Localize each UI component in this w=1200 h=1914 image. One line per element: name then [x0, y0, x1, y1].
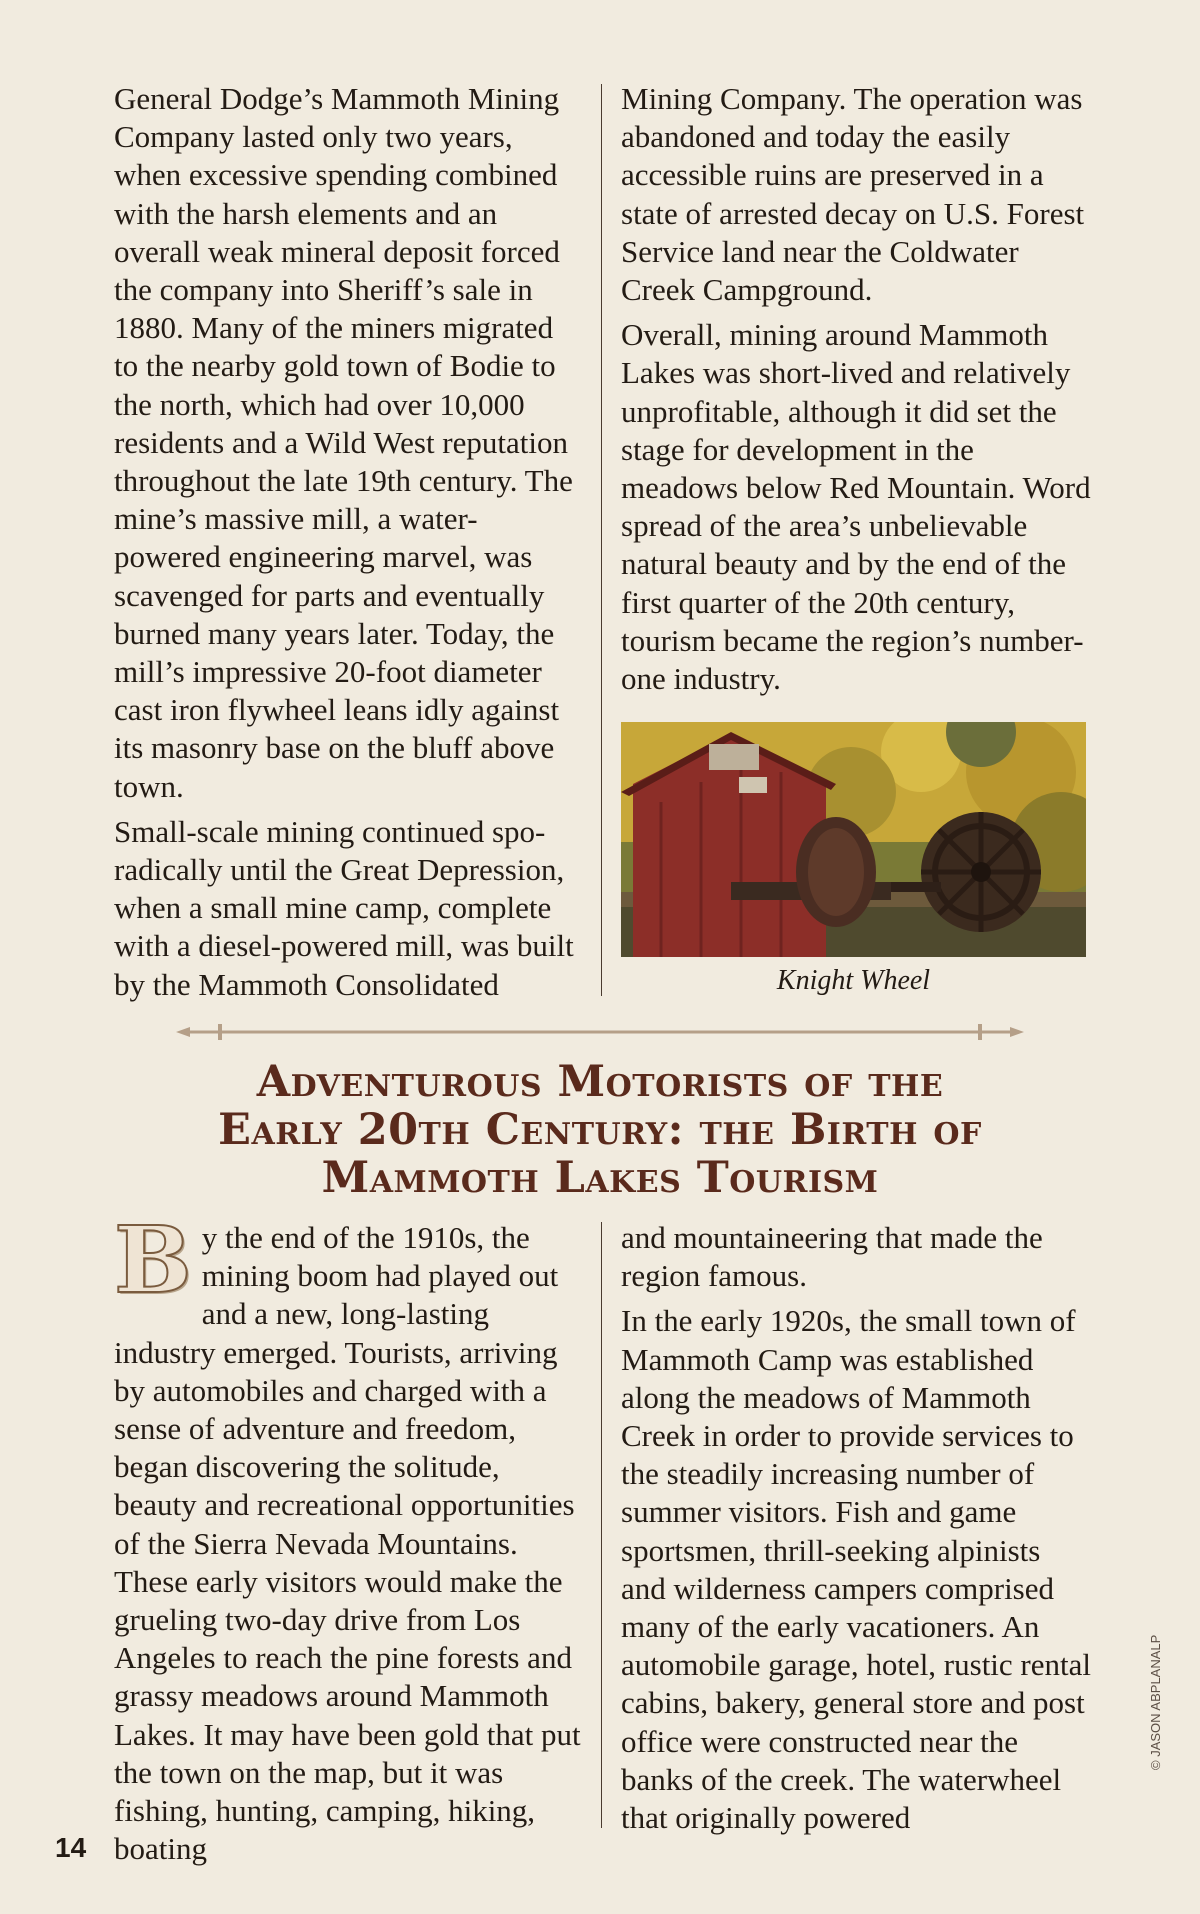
- bottom-left-column: [114, 1206, 584, 1875]
- knight-wheel-photo: [621, 722, 1086, 957]
- body-paragraph: and mountaineering that made the region famous.: [621, 1220, 1043, 1294]
- heading-line: Early 20th Century: the Birth of: [218, 1105, 982, 1155]
- top-right-column: [621, 80, 1091, 705]
- paragraph-text: y the end of the 1910s, the mining boom had played out and a new, long-lasting industry emerged. Tourists, arriving by automobiles and charged with a sense of adventure and freedom, began discovering the solitude, beauty and recreational opportunities of the Sierra Nevada Mountains. These early visitors would make the grueling two-day drive from Los Angeles to reach the pine forests and grassy meadows around Mammoth Lakes. It may have been gold that put the town on the map, but it was fishing, hunting, camping, hiking, boating: [114, 1220, 581, 1867]
- body-paragraph: Mining Company. The operation was abandoned and today the easily accessible ruins are preserved in a state of arrested decay on U.S. Forest Service land near the Coldwater Creek Campground.: [621, 81, 1085, 308]
- bottom-right-column: [621, 1219, 1091, 1844]
- top-left-column: [114, 80, 584, 1011]
- column-rule: [601, 84, 602, 996]
- heading-line: Mammoth Lakes Tourism: [321, 1153, 879, 1203]
- photo-credit: © JASON ABPLANALP: [1148, 1634, 1163, 1770]
- photo-caption: Knight Wheel: [776, 965, 931, 996]
- page-number: 14: [55, 1832, 87, 1863]
- section-heading: [110, 1058, 1090, 1202]
- column-rule: [601, 1222, 602, 1828]
- heading-line: Adventurous Motorists of the: [256, 1057, 944, 1107]
- section-divider: [170, 1022, 1030, 1042]
- body-paragraph: Small-scale mining continued sporadically until the Great Depression, when a small mine camp, complete with a diesel-powered mill, was built by the Mammoth Consolidated: [114, 813, 574, 1002]
- body-paragraph: Overall, mining around Mammoth Lakes was short-lived and relatively unprofitable, although it did set the stage for development in the meadows below Red Mountain. Word spread of the area’s unbelievable natural beauty and by the end of the first quarter of the 20th century, tourism became the region’s number-one industry.: [621, 317, 1091, 697]
- body-paragraph: [114, 1206, 584, 1868]
- drop-cap: B: [114, 1206, 192, 1314]
- body-paragraph: General Dodge’s Mammoth Mining Company lasted only two years, when excessive spending combined with the harsh elements and an overall weak mineral deposit forced the company into Sheriff’s sale in 1880. Many of the miners migrated to the nearby gold town of Bodie to the north, which had over 10,000 residents and a Wild West reputation throughout the late 19th century. The mine’s massive mill, a water-powered engineering marvel, was scavenged for parts and eventually burned many years later. Today, the mill’s impressive 20-foot diameter cast iron flywheel leans idly against its masonry base on the bluff above town.: [114, 81, 573, 804]
- body-paragraph: In the early 1920s, the small town of Mammoth Camp was established along the meadows of Mammoth Creek in order to provide services to the steadily increasing number of summer visitors. Fish and game sportsmen, thrill-seeking alpinists and wilderness campers comprised many of the early vacationers. An automobile garage, hotel, rustic rental cabins, bakery, general store and post office were constructed near the banks of the creek. The waterwheel that originally powered: [621, 1303, 1091, 1836]
